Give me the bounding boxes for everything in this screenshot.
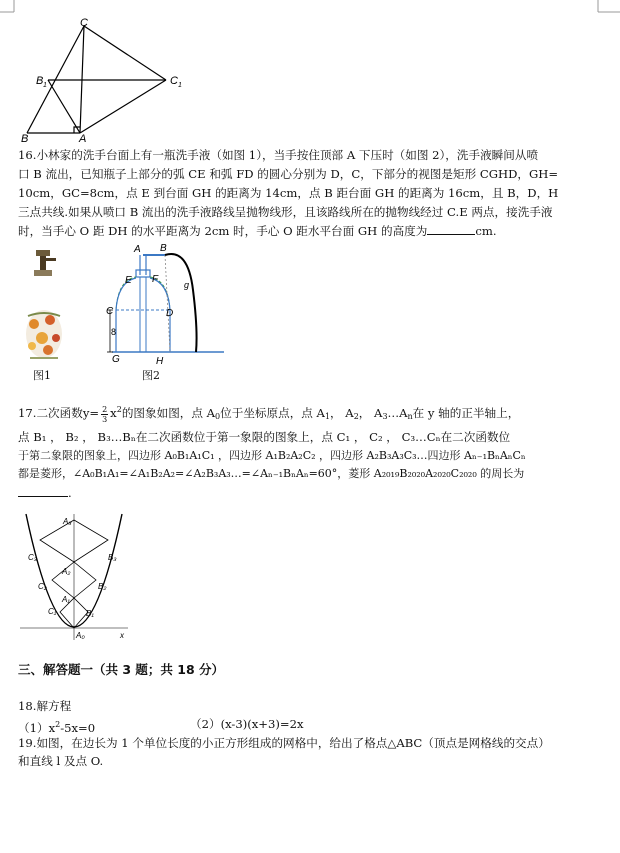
fig2-label-d: D	[166, 308, 174, 319]
q17-label-a0: A₀	[76, 631, 85, 640]
q17-line-3: 于第二象限的图象上，四边形 A₀B₁A₁C₁ ，四边形 A₁B₂A₂C₂ ，四边形 A₂B₃A₃C₃…四边形 Aₙ₋₁BₙAₙCₙ	[18, 449, 526, 462]
fig-label-b1: B	[36, 75, 44, 87]
caption-fig1: 图1	[33, 369, 51, 382]
q16-line-2: 口 B 流出，已知瓶子上部分的弧 CE 和弧 FD 的圆心分别为 D，C，下部分的视图是矩形 CGHD，GH=	[18, 167, 559, 181]
fig-label-c1: C	[170, 75, 178, 87]
q17-line-4: 都是菱形，∠A₀B₁A₁=∠A₁B₂A₂=∠A₂B₃A₃…=∠Aₙ₋₁BₙAₙ=60°，菱形 A₂₀₁₉B₂₀₂₀A₂₀₂₀C₂₀₂₀ 的周长为	[18, 467, 525, 480]
fig2-label-e: E	[125, 275, 132, 286]
q17-l1f: ， A	[358, 406, 383, 420]
q17-label-a3: A₃	[63, 517, 72, 526]
section-heading: 三、解答题一（共 3 题；共 18 分）	[18, 662, 225, 677]
q17-label-c2: C₂	[38, 582, 47, 591]
fig2-label-g-curve: g	[184, 280, 190, 290]
q19-line-1: 19.如图，在边长为 1 个单位长度的小正方形组成的网格中，给出了格点△ABC（顶点是网格线的交点）	[18, 736, 550, 750]
caption-fig2: 图2	[142, 369, 160, 382]
q16-line-1: 16.小林家的洗手台面上有一瓶洗手液（如图 1），当手按住顶部 A 下压时（如图 2），洗手液瞬间从喷	[18, 148, 539, 162]
q17-answer-blank	[18, 484, 68, 497]
q17-frac-den: 3	[102, 414, 108, 424]
q17-l1e: ， A	[330, 406, 354, 420]
q17-label-b1: B₁	[86, 609, 94, 618]
q18-p1-sup: 2	[55, 720, 61, 729]
q17-l1e-sub: 2	[353, 412, 359, 421]
fig-label-b1-sub: 1	[43, 82, 47, 89]
q17-line-5	[18, 484, 72, 503]
q18-p1b: -5x=0	[60, 721, 96, 735]
fig-label-c: C	[80, 18, 88, 29]
fig2-label-g: G	[112, 354, 120, 365]
q17-label-a1: A₁	[62, 595, 70, 604]
q18-p1a: （1）x	[18, 721, 56, 735]
fig-label-a: A	[79, 133, 87, 145]
q17-l1b-sup: 2	[116, 405, 122, 414]
q17-l1c: 的图象如图，点 A	[121, 406, 216, 420]
q16-line-4: 三点共线.如果从喷口 B 流出的洗手液路线呈抛物线形，且该路线所在的抛物线经过 C.E 两点，接洗手液	[18, 205, 553, 219]
q16-line-5	[18, 222, 497, 241]
fig-label-b: B	[21, 133, 29, 145]
q17-l1a: 17.二次函数y=	[18, 406, 100, 420]
q17-l1d: 位于坐标原点，点 A	[220, 406, 325, 420]
fig-label-c1-sub: 1	[178, 82, 182, 89]
fig2-label-f: F	[152, 274, 159, 285]
q18-part-2: （2）(x-3)(x+3)=2x	[190, 717, 304, 731]
q17-l1c-sub: 0	[215, 412, 221, 421]
q17-label-b3: B₃	[108, 553, 117, 562]
q17-label-c1: C₁	[48, 607, 57, 616]
q17-label-x: x	[120, 631, 124, 640]
q16-line-3: 10cm，GC=8cm，点 E 到台面 GH 的距离为 14cm，点 B 距台面 GH 的距离为 16cm，且 B，D，H	[18, 186, 559, 200]
q17-label-c3: C₃	[28, 553, 37, 562]
fig2-label-a: A	[134, 244, 141, 255]
soap-bottle-photo	[20, 246, 72, 366]
fig2-dim-8: 8	[111, 327, 117, 337]
flower-bottle-icon	[26, 310, 62, 358]
q18-title: 18.解方程	[18, 699, 72, 713]
q17-period: .	[68, 486, 72, 500]
q17-line-2: 点 B₁ ， B₂ ， B₃…Bₙ在二次函数位于第一象限的图象上，点 C₁ ， C₂ ， C₃…Cₙ在二次函数位	[18, 430, 511, 444]
q16-unit: cm.	[475, 224, 497, 238]
fig2-label-b: B	[160, 243, 167, 254]
q17-line-1	[18, 400, 519, 426]
fig2-label-c: C	[106, 306, 114, 317]
q17-frac-num: 2	[102, 404, 108, 414]
q17-l1h: 在 y 轴的正半轴上，	[412, 406, 520, 420]
q17-fraction	[101, 405, 108, 424]
q17-l1d-sub: 1	[324, 412, 331, 421]
q16-figure-2	[98, 240, 228, 368]
q17-label-b2: B₂	[98, 582, 107, 591]
page-corner-marks	[0, 0, 620, 20]
q16-answer-blank	[427, 222, 475, 235]
q17-l1f-sub: 3	[382, 412, 388, 421]
pump-head-icon	[34, 250, 56, 276]
top-geometry-figure	[18, 18, 193, 146]
q17-l1g-sub: n	[407, 412, 413, 421]
fig2-label-h: H	[156, 356, 164, 367]
q17-l1b: x	[110, 406, 117, 420]
q17-l1g: …A	[387, 406, 408, 420]
q19-line-2: 和直线 l 及点 O.	[18, 754, 104, 768]
q17-label-a2: A₂	[62, 567, 71, 576]
q16-line-5-text: 时，当手心 O 距 DH 的水平距离为 2cm 时，手心 O 距水平台面 GH 的高度为	[18, 224, 428, 238]
q17-parabola-figure	[16, 510, 136, 644]
